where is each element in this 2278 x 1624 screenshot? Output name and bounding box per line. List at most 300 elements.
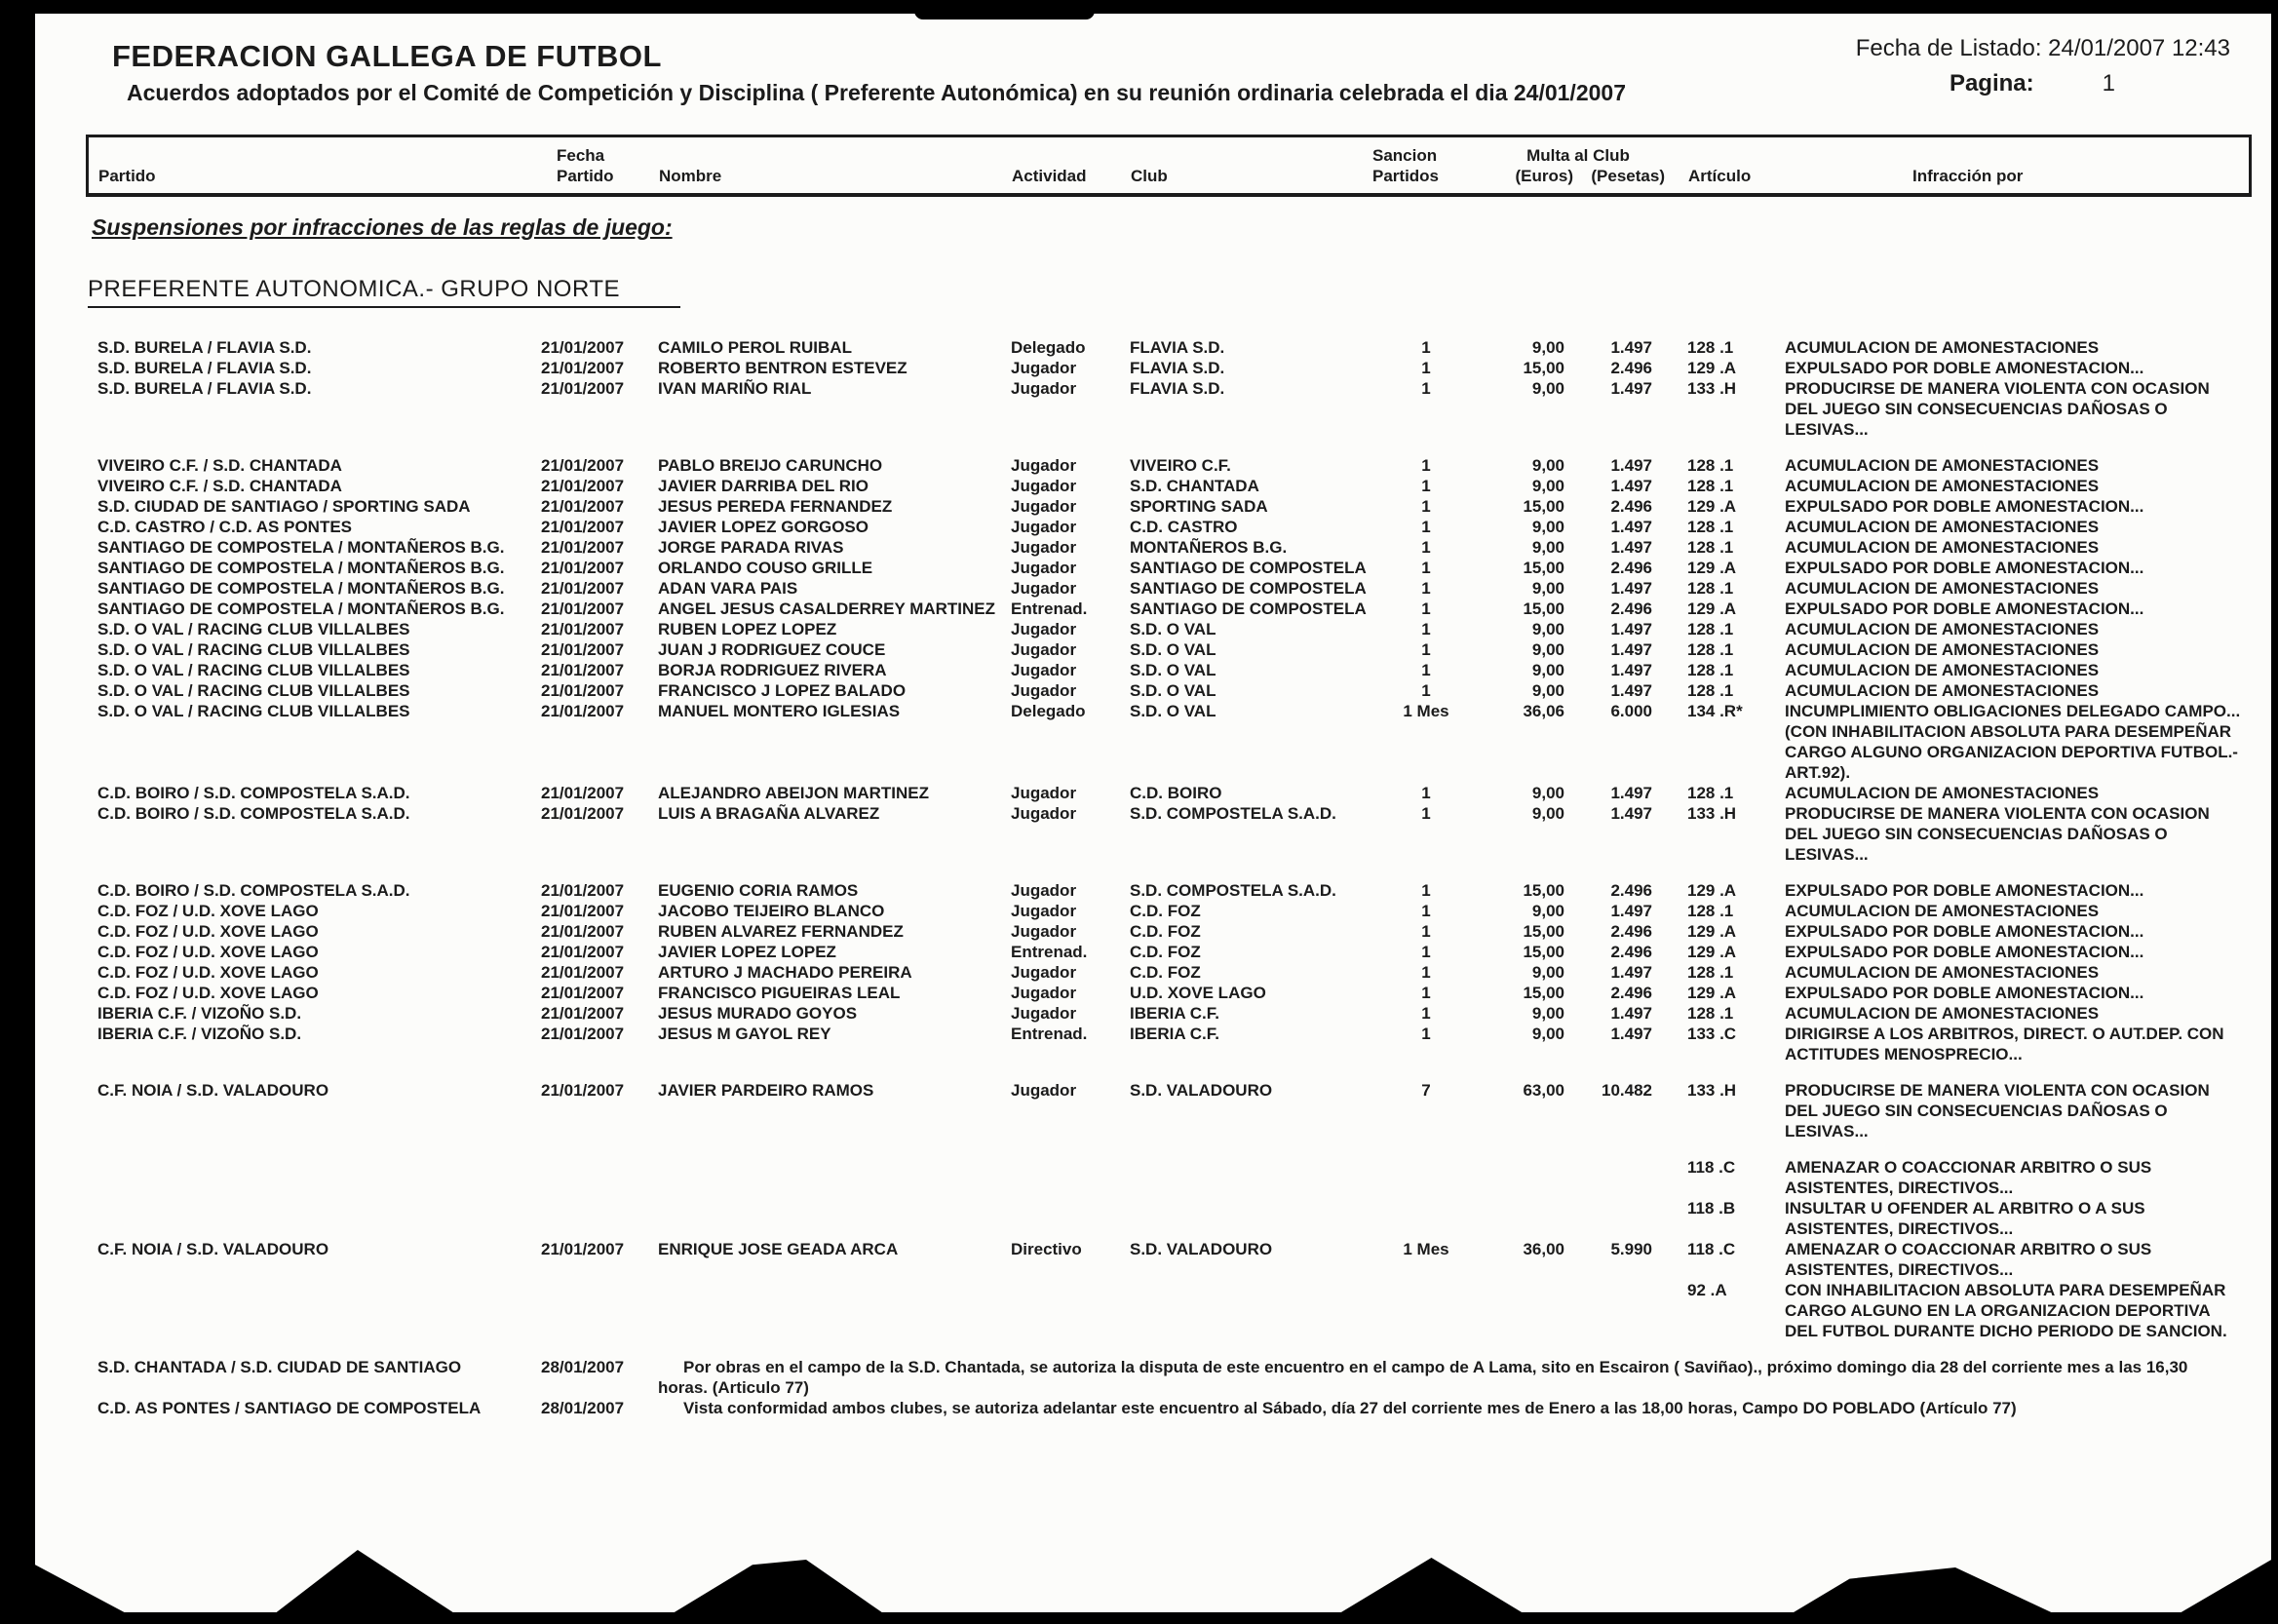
table-row xyxy=(97,1280,2252,1341)
cell-nombre: JAVIER LOPEZ LOPEZ xyxy=(658,943,836,961)
col-header-club: Club xyxy=(1131,167,1168,185)
cell-articulo: 128 .1 xyxy=(1687,477,1734,495)
cell-articulo: 134 .R* xyxy=(1687,702,1743,720)
cell-partido: SANTIAGO DE COMPOSTELA / MONTAÑEROS B.G. xyxy=(97,559,505,577)
cell-multa-pesetas: 1.497 xyxy=(1610,477,1652,495)
cell-infraccion: INSULTAR U OFENDER AL ARBITRO O A SUS ASISTENTES, DIRECTIVOS... xyxy=(1785,1199,2145,1238)
cell-club: S.D. VALADOURO xyxy=(1130,1081,1273,1100)
cell-infraccion: ACUMULACION DE AMONESTACIONES xyxy=(1785,661,2100,679)
table-row xyxy=(97,378,2252,440)
cell-nombre: JAVIER DARRIBA DEL RIO xyxy=(658,477,869,495)
cell-actividad: Delegado xyxy=(1011,338,1086,357)
cell-actividad: Entrenad. xyxy=(1011,599,1088,618)
cell-multa-pesetas: 1.497 xyxy=(1610,579,1652,598)
cell-fecha-partido: 21/01/2007 xyxy=(541,559,625,577)
cell-fecha-partido xyxy=(541,1198,658,1239)
cell-actividad xyxy=(1011,1157,1130,1198)
cell-articulo: 128 .1 xyxy=(1687,784,1734,802)
cell-actividad: Jugador xyxy=(1011,804,1077,823)
cell-club: FLAVIA S.D. xyxy=(1130,379,1225,398)
cell-nombre: CAMILO PEROL RUIBAL xyxy=(658,338,852,357)
cell-club xyxy=(1130,1198,1371,1239)
cell-club: SANTIAGO DE COMPOSTELA xyxy=(1130,559,1367,577)
table-row xyxy=(97,517,2252,537)
cell-fecha-partido: 21/01/2007 xyxy=(541,359,625,377)
cell-sancion-partidos: 1 xyxy=(1421,661,1431,679)
cell-infraccion: ACUMULACION DE AMONESTACIONES xyxy=(1785,338,2100,357)
table-row xyxy=(97,901,2252,921)
cell-multa-euros: 9,00 xyxy=(1531,1025,1564,1043)
table-row xyxy=(97,1080,2252,1141)
cell-nombre: FRANCISCO PIGUEIRAS LEAL xyxy=(658,984,901,1002)
cell-multa-euros: 9,00 xyxy=(1531,379,1564,398)
page-title: FEDERACION GALLEGA DE FUTBOL xyxy=(112,39,662,73)
cell-sancion-partidos: 1 xyxy=(1421,497,1431,516)
cell-infraccion: ACUMULACION DE AMONESTACIONES xyxy=(1785,1004,2100,1023)
col-header-infraccion: Infracción por xyxy=(1912,167,2024,185)
cell-fecha-partido: 21/01/2007 xyxy=(541,456,625,475)
table-row xyxy=(97,921,2252,942)
section-title-grupo-norte: PREFERENTE AUTONOMICA.- GRUPO NORTE xyxy=(88,276,680,308)
cell-club: SANTIAGO DE COMPOSTELA xyxy=(1130,579,1367,598)
cell-sancion-partidos xyxy=(1371,1280,1481,1341)
cell-nombre: JESUS M GAYOL REY xyxy=(658,1025,831,1043)
cell-club: C.D. FOZ xyxy=(1130,902,1201,920)
cell-infraccion: ACUMULACION DE AMONESTACIONES xyxy=(1785,477,2100,495)
cell-sancion-partidos: 1 xyxy=(1421,1004,1431,1023)
cell-fecha-partido: 21/01/2007 xyxy=(541,902,625,920)
cell-articulo: 133 .H xyxy=(1687,379,1737,398)
cell-actividad: Jugador xyxy=(1011,661,1077,679)
cell-multa-euros: 9,00 xyxy=(1531,518,1564,536)
cell-articulo: 129 .A xyxy=(1687,497,1737,516)
cell-actividad: Directivo xyxy=(1011,1240,1082,1258)
cell-fecha-partido: 21/01/2007 xyxy=(541,518,625,536)
cell-articulo: 128 .1 xyxy=(1687,579,1734,598)
cell-multa-euros: 9,00 xyxy=(1531,477,1564,495)
table-row xyxy=(97,962,2252,983)
cell-nombre: FRANCISCO J LOPEZ BALADO xyxy=(658,681,907,700)
cell-infraccion: AMENAZAR O COACCIONAR ARBITRO O SUS ASISTENTES, DIRECTIVOS... xyxy=(1785,1158,2152,1197)
cell-multa-pesetas: 1.497 xyxy=(1610,1004,1652,1023)
fecha-listado-label: Fecha de Listado: xyxy=(1855,35,2042,61)
table-row xyxy=(97,599,2252,619)
cell-infraccion: EXPULSADO POR DOBLE AMONESTACION... xyxy=(1785,881,2144,900)
col-header-fecha-partido: Fecha Partido xyxy=(557,146,614,185)
cell-multa-pesetas: 1.497 xyxy=(1610,456,1652,475)
cell-infraccion: EXPULSADO POR DOBLE AMONESTACION... xyxy=(1785,497,2144,516)
cell-nombre: JUAN J RODRIGUEZ COUCE xyxy=(658,640,886,659)
cell-sancion-partidos: 1 xyxy=(1421,599,1431,618)
cell-club: C.D. CASTRO xyxy=(1130,518,1238,536)
cell-nombre: JORGE PARADA RIVAS xyxy=(658,538,844,557)
cell-infraccion: CON INHABILITACION ABSOLUTA PARA DESEMPEÑAR CARGO ALGUNO EN LA ORGANIZACION DEPORTIVA DEL FUTBOL DURANTE DICHO PERIODO DE SANCION. xyxy=(1785,1281,2227,1340)
cell-fecha-partido xyxy=(541,1157,658,1198)
cell-club: SPORTING SADA xyxy=(1130,497,1268,516)
cell-multa-euros: 15,00 xyxy=(1523,922,1564,941)
cell-multa-euros: 9,00 xyxy=(1531,538,1564,557)
cell-articulo: 129 .A xyxy=(1687,881,1737,900)
cell-sancion-partidos: 1 xyxy=(1421,518,1431,536)
cell-actividad: Jugador xyxy=(1011,477,1077,495)
cell-infraccion: EXPULSADO POR DOBLE AMONESTACION... xyxy=(1785,943,2144,961)
cell-fecha-partido: 21/01/2007 xyxy=(541,538,625,557)
cell-club: C.D. FOZ xyxy=(1130,922,1201,941)
table-header-box xyxy=(86,135,2252,197)
cell-multa-euros: 9,00 xyxy=(1531,456,1564,475)
cell-multa-euros: 9,00 xyxy=(1531,640,1564,659)
cell-articulo: 129 .A xyxy=(1687,984,1737,1002)
cell-club: S.D. CHANTADA xyxy=(1130,477,1259,495)
cell-multa-pesetas: 2.496 xyxy=(1610,984,1652,1002)
cell-multa-euros: 15,00 xyxy=(1523,943,1564,961)
cell-club: C.D. BOIRO xyxy=(1130,784,1222,802)
cell-actividad: Jugador xyxy=(1011,359,1077,377)
table-row xyxy=(97,619,2252,639)
cell-multa-euros: 36,06 xyxy=(1523,702,1564,720)
cell-infraccion: EXPULSADO POR DOBLE AMONESTACION... xyxy=(1785,599,2144,618)
cell-sancion-partidos: 1 xyxy=(1421,1025,1431,1043)
cell-fecha-partido: 21/01/2007 xyxy=(541,922,625,941)
cell-infraccion: AMENAZAR O COACCIONAR ARBITRO O SUS ASISTENTES, DIRECTIVOS... xyxy=(1785,1240,2152,1279)
cell-articulo: 128 .1 xyxy=(1687,963,1734,982)
cell-actividad: Jugador xyxy=(1011,984,1077,1002)
cell-multa-euros: 15,00 xyxy=(1523,359,1564,377)
cell-articulo: 118 .C xyxy=(1687,1158,1736,1177)
cell-fecha-partido: 21/01/2007 xyxy=(541,497,625,516)
cell-nombre: JESUS MURADO GOYOS xyxy=(658,1004,858,1023)
table-row xyxy=(97,660,2252,680)
cell-multa-euros: 9,00 xyxy=(1531,1004,1564,1023)
cell-articulo: 133 .C xyxy=(1687,1025,1737,1043)
cell-nombre: ALEJANDRO ABEIJON MARTINEZ xyxy=(658,784,929,802)
cell-club: IBERIA C.F. xyxy=(1130,1004,1219,1023)
cell-partido: S.D. O VAL / RACING CLUB VILLALBES xyxy=(97,702,410,720)
cell-infraccion: ACUMULACION DE AMONESTACIONES xyxy=(1785,456,2100,475)
cell-club xyxy=(1130,1280,1371,1341)
cell-actividad: Jugador xyxy=(1011,963,1077,982)
cell-partido: C.D. FOZ / U.D. XOVE LAGO xyxy=(97,984,319,1002)
cell-fecha-partido: 21/01/2007 xyxy=(541,1025,625,1043)
col-header-pesetas: (Pesetas) xyxy=(1591,167,1665,185)
col-header-sancion-partidos: Sancion Partidos xyxy=(1372,146,1440,185)
cell-multa-pesetas: 1.497 xyxy=(1610,538,1652,557)
table-row xyxy=(97,558,2252,578)
cell-multa-pesetas: 1.497 xyxy=(1610,784,1652,802)
cell-infraccion: ACUMULACION DE AMONESTACIONES xyxy=(1785,963,2100,982)
cell-articulo: 129 .A xyxy=(1687,943,1737,961)
cell-articulo: 133 .H xyxy=(1687,804,1737,823)
col-header-articulo: Artículo xyxy=(1688,167,1752,185)
cell-club: S.D. O VAL xyxy=(1130,681,1216,700)
cell-partido xyxy=(97,1198,541,1239)
pagina xyxy=(1856,70,2115,97)
cell-partido: IBERIA C.F. / VIZOÑO S.D. xyxy=(97,1025,302,1043)
cell-actividad: Jugador xyxy=(1011,784,1077,802)
cell-fecha-partido: 21/01/2007 xyxy=(541,338,625,357)
cell-fecha-partido: 21/01/2007 xyxy=(541,784,625,802)
cell-partido: C.D. FOZ / U.D. XOVE LAGO xyxy=(97,943,319,961)
cell-actividad: Jugador xyxy=(1011,559,1077,577)
cell-multa-pesetas: 1.497 xyxy=(1610,640,1652,659)
table-row xyxy=(97,983,2252,1003)
cell-partido: IBERIA C.F. / VIZOÑO S.D. xyxy=(97,1004,302,1023)
cell-sancion-partidos: 1 xyxy=(1421,579,1431,598)
cell-club: C.D. FOZ xyxy=(1130,963,1201,982)
cell-infraccion: ACUMULACION DE AMONESTACIONES xyxy=(1785,681,2100,700)
cell-articulo: 128 .1 xyxy=(1687,661,1734,679)
cell-articulo: 128 .1 xyxy=(1687,902,1734,920)
cell-articulo: 118 .B xyxy=(1687,1199,1736,1218)
cell-infraccion: EXPULSADO POR DOBLE AMONESTACION... xyxy=(1785,359,2144,377)
cell-sancion-partidos: 1 Mes xyxy=(1403,702,1449,720)
cell-actividad: Jugador xyxy=(1011,579,1077,598)
cell-club: IBERIA C.F. xyxy=(1130,1025,1219,1043)
fecha-listado-value: 24/01/2007 12:43 xyxy=(2048,35,2230,61)
cell-actividad: Jugador xyxy=(1011,497,1077,516)
cell-multa-pesetas: 1.497 xyxy=(1610,518,1652,536)
cell-sancion-partidos xyxy=(1371,1157,1481,1198)
cell-partido xyxy=(97,1280,541,1341)
cell-club: S.D. O VAL xyxy=(1130,702,1216,720)
cell-sancion-partidos: 1 xyxy=(1421,456,1431,475)
cell-articulo: 129 .A xyxy=(1687,359,1737,377)
cell-infraccion: EXPULSADO POR DOBLE AMONESTACION... xyxy=(1785,922,2144,941)
table-row xyxy=(97,496,2252,517)
cell-multa-euros: 9,00 xyxy=(1531,620,1564,638)
cell-partido: VIVEIRO C.F. / S.D. CHANTADA xyxy=(97,456,342,475)
cell-partido: C.D. FOZ / U.D. XOVE LAGO xyxy=(97,963,319,982)
cell-actividad: Jugador xyxy=(1011,538,1077,557)
cell-nombre: RUBEN LOPEZ LOPEZ xyxy=(658,620,837,638)
cell-multa-euros: 15,00 xyxy=(1523,497,1564,516)
cell-articulo: 128 .1 xyxy=(1687,538,1734,557)
cell-club: S.D. VALADOURO xyxy=(1130,1240,1273,1258)
cell-multa-euros: 36,00 xyxy=(1523,1240,1564,1258)
cell-fecha-partido: 21/01/2007 xyxy=(541,984,625,1002)
table-row xyxy=(97,639,2252,660)
cell-actividad: Jugador xyxy=(1011,1004,1077,1023)
table-row xyxy=(97,680,2252,701)
table-row xyxy=(97,1198,2252,1239)
cell-nombre: ARTURO J MACHADO PEREIRA xyxy=(658,963,912,982)
col-header-multa-al-club: Multa al Club (Euros) (Pesetas) xyxy=(1482,145,1688,186)
cell-infraccion: EXPULSADO POR DOBLE AMONESTACION... xyxy=(1785,559,2144,577)
cell-multa-pesetas: 2.496 xyxy=(1610,599,1652,618)
cell-partido: C.D. BOIRO / S.D. COMPOSTELA S.A.D. xyxy=(97,784,410,802)
cell-multa-pesetas: 5.990 xyxy=(1610,1240,1652,1258)
cell-infraccion: PRODUCIRSE DE MANERA VIOLENTA CON OCASION DEL JUEGO SIN CONSECUENCIAS DAÑOSAS O LESIVAS... xyxy=(1785,379,2210,439)
cell-club: S.D. O VAL xyxy=(1130,620,1216,638)
cell-sancion-partidos: 1 xyxy=(1421,881,1431,900)
cell-articulo: 92 .A xyxy=(1687,1281,1727,1299)
table-row xyxy=(97,1157,2252,1198)
cell-articulo: 128 .1 xyxy=(1687,681,1734,700)
cell-infraccion: DIRIGIRSE A LOS ARBITROS, DIRECT. O AUT.DEP. CON ACTITUDES MENOSPRECIO... xyxy=(1785,1025,2224,1063)
cell-fecha-partido: 21/01/2007 xyxy=(541,702,625,720)
table-row xyxy=(97,337,2252,358)
cell-nombre: JAVIER LOPEZ GORGOSO xyxy=(658,518,869,536)
cell-partido: C.D. FOZ / U.D. XOVE LAGO xyxy=(97,922,319,941)
cell-partido: S.D. O VAL / RACING CLUB VILLALBES xyxy=(97,661,410,679)
cell-multa-euros: 9,00 xyxy=(1531,963,1564,982)
cell-multa-euros xyxy=(1481,1198,1578,1239)
cell-sancion-partidos: 1 xyxy=(1421,984,1431,1002)
cell-sancion-partidos: 1 xyxy=(1421,620,1431,638)
pagina-value: 1 xyxy=(2102,70,2115,97)
cell-multa-pesetas: 2.496 xyxy=(1610,922,1652,941)
col-header-actividad: Actividad xyxy=(1012,167,1087,185)
cell-nombre: JAVIER PARDEIRO RAMOS xyxy=(658,1081,874,1100)
cell-multa-euros: 9,00 xyxy=(1531,902,1564,920)
cell-partido: C.D. AS PONTES / SANTIAGO DE COMPOSTELA xyxy=(97,1399,482,1417)
cell-actividad: Jugador xyxy=(1011,881,1077,900)
cell-fecha-partido xyxy=(541,1280,658,1341)
cell-multa-euros: 63,00 xyxy=(1523,1081,1564,1100)
cell-club: S.D. COMPOSTELA S.A.D. xyxy=(1130,881,1336,900)
cell-nombre xyxy=(658,1157,1011,1198)
cell-fecha-partido: 21/01/2007 xyxy=(541,804,625,823)
cell-partido: C.F. NOIA / S.D. VALADOURO xyxy=(97,1240,329,1258)
cell-multa-pesetas: 1.497 xyxy=(1610,620,1652,638)
cell-infraccion: ACUMULACION DE AMONESTACIONES xyxy=(1785,640,2100,659)
cell-sancion-partidos: 1 Mes xyxy=(1403,1240,1449,1258)
cell-multa-pesetas: 1.497 xyxy=(1610,681,1652,700)
table-row xyxy=(97,701,2252,783)
cell-fecha-partido: 21/01/2007 xyxy=(541,661,625,679)
table-row xyxy=(97,803,2252,865)
cell-partido: S.D. O VAL / RACING CLUB VILLALBES xyxy=(97,620,410,638)
cell-infraccion: ACUMULACION DE AMONESTACIONES xyxy=(1785,784,2100,802)
cell-multa-euros: 15,00 xyxy=(1523,559,1564,577)
cell-articulo: 128 .1 xyxy=(1687,338,1734,357)
cell-sancion-partidos: 1 xyxy=(1421,943,1431,961)
cell-partido: S.D. CIUDAD DE SANTIAGO / SPORTING SADA xyxy=(97,497,471,516)
cell-partido: SANTIAGO DE COMPOSTELA / MONTAÑEROS B.G. xyxy=(97,579,505,598)
cell-infraccion: ACUMULACION DE AMONESTACIONES xyxy=(1785,579,2100,598)
cell-articulo: 128 .1 xyxy=(1687,518,1734,536)
cell-actividad: Delegado xyxy=(1011,702,1086,720)
cell-actividad: Jugador xyxy=(1011,518,1077,536)
cell-fecha-partido: 28/01/2007 xyxy=(541,1358,625,1376)
table-row xyxy=(97,880,2252,901)
cell-actividad: Jugador xyxy=(1011,640,1077,659)
cell-match-note: Por obras en el campo de la S.D. Chantada, se autoriza la disputa de este encuentro en el campo de A Lama, sito en Escairon ( Saviñao)., próximo domingo dia 28 del corriente mes a las 16,30 horas. (Articulo 77) xyxy=(658,1358,2188,1397)
cell-fecha-partido: 21/01/2007 xyxy=(541,599,625,618)
cell-fecha-partido: 21/01/2007 xyxy=(541,963,625,982)
cell-multa-euros: 9,00 xyxy=(1531,784,1564,802)
cell-infraccion: INCUMPLIMIENTO OBLIGACIONES DELEGADO CAMPO...(CON INHABILITACION ABSOLUTA PARA DESEMPEÑAR CARGO ALGUNO ORGANIZACION DEPORTIVA FUTBOL.-ART.92). xyxy=(1785,702,2241,782)
cell-articulo: 129 .A xyxy=(1687,559,1737,577)
cell-multa-pesetas: 1.497 xyxy=(1610,338,1652,357)
cell-partido: SANTIAGO DE COMPOSTELA / MONTAÑEROS B.G. xyxy=(97,599,505,618)
fecha-listado xyxy=(1856,35,2230,62)
cell-sancion-partidos: 1 xyxy=(1421,559,1431,577)
cell-fecha-partido: 21/01/2007 xyxy=(541,681,625,700)
cell-partido: C.D. FOZ / U.D. XOVE LAGO xyxy=(97,902,319,920)
table-row xyxy=(97,1357,2252,1398)
cell-fecha-partido: 21/01/2007 xyxy=(541,640,625,659)
cell-club xyxy=(1130,1157,1371,1198)
cell-sancion-partidos: 1 xyxy=(1421,804,1431,823)
table-row xyxy=(97,1003,2252,1024)
cell-nombre: JACOBO TEIJEIRO BLANCO xyxy=(658,902,885,920)
cell-actividad: Entrenad. xyxy=(1011,1025,1088,1043)
cell-nombre: LUIS A BRAGAÑA ALVAREZ xyxy=(658,804,880,823)
cell-nombre: RUBEN ALVAREZ FERNANDEZ xyxy=(658,922,904,941)
table-row xyxy=(97,1239,2252,1280)
cell-infraccion: PRODUCIRSE DE MANERA VIOLENTA CON OCASION DEL JUEGO SIN CONSECUENCIAS DAÑOSAS O LESIVAS... xyxy=(1785,804,2210,864)
cell-multa-pesetas: 2.496 xyxy=(1610,497,1652,516)
cell-articulo: 128 .1 xyxy=(1687,1004,1734,1023)
cell-multa-pesetas: 2.496 xyxy=(1610,559,1652,577)
cell-partido: C.D. BOIRO / S.D. COMPOSTELA S.A.D. xyxy=(97,881,410,900)
table-header-row xyxy=(98,145,2249,186)
cell-sancion-partidos: 1 xyxy=(1421,963,1431,982)
listing-meta xyxy=(1856,35,2230,97)
table-row xyxy=(97,578,2252,599)
cell-nombre: ENRIQUE JOSE GEADA ARCA xyxy=(658,1240,899,1258)
cell-actividad: Jugador xyxy=(1011,456,1077,475)
page-subtitle: Acuerdos adoptados por el Comité de Competición y Disciplina ( Preferente Autonómica) en su reunión ordinaria celebrada el dia 24/01/2007 xyxy=(127,80,1626,105)
cell-partido: SANTIAGO DE COMPOSTELA / MONTAÑEROS B.G. xyxy=(97,538,505,557)
cell-infraccion: ACUMULACION DE AMONESTACIONES xyxy=(1785,902,2100,920)
cell-partido: C.D. CASTRO / C.D. AS PONTES xyxy=(97,518,353,536)
cell-multa-pesetas: 1.497 xyxy=(1610,963,1652,982)
table-row xyxy=(97,455,2252,476)
cell-multa-pesetas: 1.497 xyxy=(1610,1025,1652,1043)
cell-club: S.D. O VAL xyxy=(1130,661,1216,679)
cell-club: C.D. FOZ xyxy=(1130,943,1201,961)
cell-nombre: ANGEL JESUS CASALDERREY MARTINEZ xyxy=(658,599,996,618)
cell-club: MONTAÑEROS B.G. xyxy=(1130,538,1288,557)
cell-multa-euros xyxy=(1481,1280,1578,1341)
cell-nombre xyxy=(658,1280,1011,1341)
cell-partido: S.D. CHANTADA / S.D. CIUDAD DE SANTIAGO xyxy=(97,1358,462,1376)
cell-sancion-partidos: 7 xyxy=(1421,1081,1431,1100)
cell-fecha-partido: 28/01/2007 xyxy=(541,1399,625,1417)
cell-multa-pesetas xyxy=(1578,1280,1687,1341)
table-row xyxy=(97,537,2252,558)
cell-infraccion: ACUMULACION DE AMONESTACIONES xyxy=(1785,620,2100,638)
scan-artifact-top-notch xyxy=(914,0,1095,19)
cell-partido: S.D. BURELA / FLAVIA S.D. xyxy=(97,359,312,377)
cell-actividad: Entrenad. xyxy=(1011,943,1088,961)
cell-sancion-partidos: 1 xyxy=(1421,379,1431,398)
cell-partido: VIVEIRO C.F. / S.D. CHANTADA xyxy=(97,477,342,495)
cell-multa-pesetas: 1.497 xyxy=(1610,661,1652,679)
cell-actividad xyxy=(1011,1198,1130,1239)
cell-nombre: ORLANDO COUSO GRILLE xyxy=(658,559,873,577)
cell-partido xyxy=(97,1157,541,1198)
cell-multa-pesetas: 2.496 xyxy=(1610,881,1652,900)
cell-actividad xyxy=(1011,1280,1130,1341)
cell-articulo: 128 .1 xyxy=(1687,620,1734,638)
cell-multa-euros: 15,00 xyxy=(1523,599,1564,618)
section-grupo-wrap xyxy=(88,276,2271,308)
col-header-partido: Partido xyxy=(98,167,156,185)
cell-sancion-partidos: 1 xyxy=(1421,338,1431,357)
cell-actividad: Jugador xyxy=(1011,922,1077,941)
cell-infraccion: ACUMULACION DE AMONESTACIONES xyxy=(1785,538,2100,557)
cell-fecha-partido: 21/01/2007 xyxy=(541,881,625,900)
cell-nombre: ADAN VARA PAIS xyxy=(658,579,798,598)
cell-multa-pesetas: 1.497 xyxy=(1610,804,1652,823)
cell-nombre: JESUS PEREDA FERNANDEZ xyxy=(658,497,893,516)
cell-fecha-partido: 21/01/2007 xyxy=(541,1004,625,1023)
cell-club: VIVEIRO C.F. xyxy=(1130,456,1231,475)
cell-club: S.D. COMPOSTELA S.A.D. xyxy=(1130,804,1336,823)
